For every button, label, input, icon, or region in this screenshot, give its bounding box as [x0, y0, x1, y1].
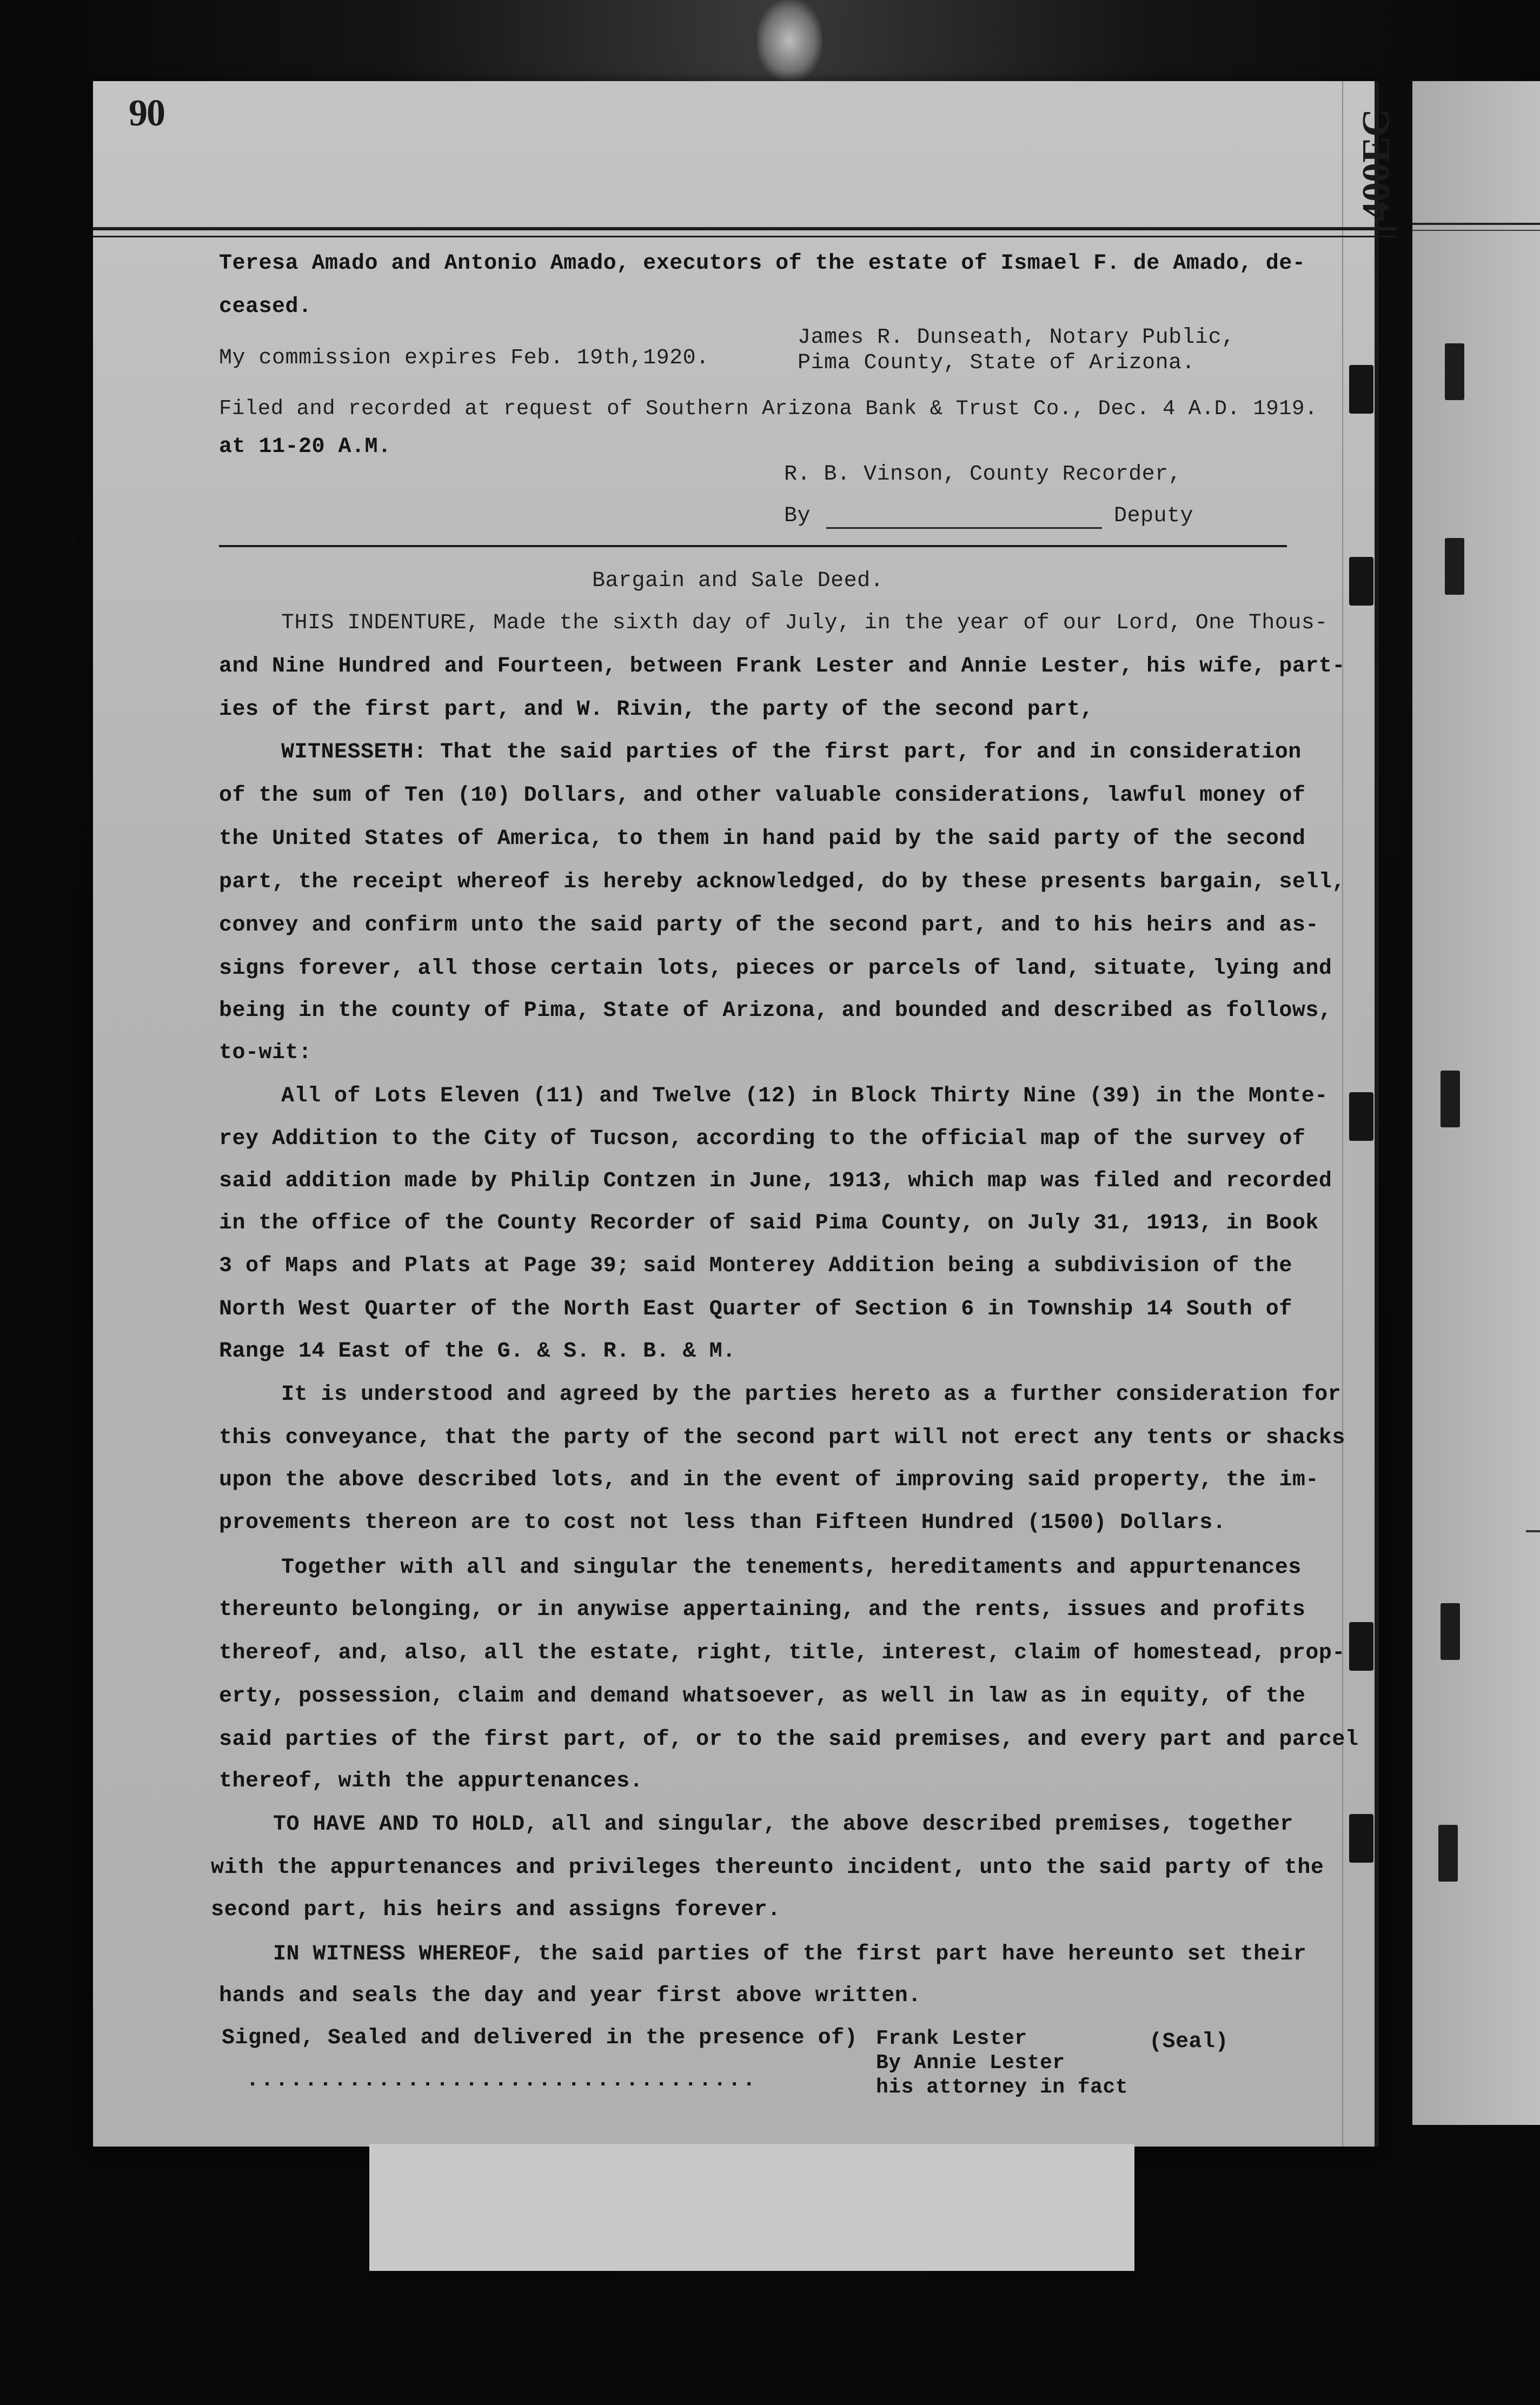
header-rule [93, 227, 1396, 230]
deed-line: WITNESSETH: That the said parties of the first part, for and in consideration [281, 740, 1302, 765]
deed-title: Bargain and Sale Deed. [592, 569, 884, 593]
testimonium-line: hands and seals the day and year first above written. [219, 1984, 921, 2008]
deed-line: and Nine Hundred and Fourteen, between Frank Lester and Annie Lester, his wife, part- [219, 654, 1345, 679]
deed-line: ies of the first part, and W. Rivin, the party of the second part, [219, 697, 1094, 722]
testimonium-line: IN WITNESS WHEREOF, the said parties of the first part have hereunto set their [273, 1942, 1307, 1966]
binding-hole-mark [1349, 365, 1373, 414]
appurtenances-line: erty, possession, claim and demand whatsoever, as well in law as in equity, of the [219, 1684, 1306, 1709]
binding-hole-mark [1349, 1814, 1373, 1863]
prior-record-line: ceased. [219, 295, 312, 319]
deed-record-page [93, 81, 1375, 2147]
legal-description-line: All of Lots Eleven (11) and Twelve (12) in Block Thirty Nine (39) in the Monte- [281, 1084, 1328, 1108]
appurtenances-line: said parties of the first part, of, or to the said premises, and every part and parcel [219, 1728, 1359, 1752]
adjacent-page-rule [1412, 223, 1540, 225]
notary-county: Pima County, State of Arizona. [798, 351, 1196, 375]
margin-line [1342, 81, 1343, 2147]
prior-record-line: Teresa Amado and Antonio Amado, executors of the estate of Ismael F. de Amado, de- [219, 251, 1306, 276]
appurtenances-line: Together with all and singular the tenements, hereditaments and appurtenances [281, 1556, 1302, 1580]
seal-label: (Seal) [1149, 2030, 1229, 2054]
binding-edge-line [1375, 81, 1379, 2147]
legal-description-line: rey Addition to the City of Tucson, according to the official map of the survey of [219, 1127, 1306, 1151]
covenant-line: upon the above described lots, and in the event of improving said property, the im- [219, 1468, 1319, 1492]
legal-description-line: 3 of Maps and Plats at Page 39; said Monterey Addition being a subdivision of the [219, 1254, 1292, 1278]
habendum-line: with the appurtenances and privileges thereunto incident, unto the said party of the [211, 1856, 1324, 1880]
legal-description-line: in the office of the County Recorder of said Pima County, on July 31, 1913, in Book [219, 1211, 1319, 1235]
county-recorder: R. B. Vinson, County Recorder, [784, 462, 1182, 487]
commission-expiry: My commission expires Feb. 19th,1920. [219, 346, 709, 370]
appurtenances-line: thereof, with the appurtenances. [219, 1769, 643, 1793]
appurtenances-line: thereof, and, also, all the estate, right, title, interest, claim of homestead, prop- [219, 1641, 1345, 1665]
page-bottom-tab [369, 2144, 1134, 2271]
deed-line: to-wit: [219, 1041, 312, 1065]
filed-recorded-time: at 11-20 A.M. [219, 435, 391, 459]
deputy-signature-line [826, 527, 1102, 529]
page-number: 90 [129, 92, 164, 134]
deed-line: the United States of America, to them in hand paid by the said party of the second [219, 827, 1306, 851]
covenant-line: this conveyance, that the party of the second part will not erect any tents or shacks [219, 1426, 1345, 1450]
film-notch [757, 0, 822, 81]
signer-name: Frank Lester [876, 2027, 1027, 2050]
habendum-line: TO HAVE AND TO HOLD, all and singular, the above described premises, together [273, 1812, 1293, 1837]
signed-sealed-line: Signed, Sealed and delivered in the presence of) [222, 2026, 858, 2050]
deed-line: of the sum of Ten (10) Dollars, and other valuable considerations, lawful money of [219, 783, 1306, 808]
deed-line: THIS INDENTURE, Made the sixth day of July, in the year of our Lord, One Thous- [281, 611, 1328, 635]
covenant-line: It is understood and agreed by the parties hereto as a further consideration for [281, 1383, 1342, 1407]
signer-by: By Annie Lester [876, 2051, 1065, 2075]
covenant-line: provements thereon are to cost not less than Fifteen Hundred (1500) Dollars. [219, 1511, 1226, 1535]
witness-dots: ................................... [246, 2068, 758, 2092]
by-label: By [784, 504, 811, 528]
legal-description-line: North West Quarter of the North East Quarter of Section 6 in Township 14 South of [219, 1297, 1292, 1321]
deed-line: signs forever, all those certain lots, pieces or parcels of land, situate, lying and [219, 956, 1332, 981]
binding-hole-mark [1438, 1825, 1458, 1882]
binding-hole-mark [1445, 538, 1464, 595]
binding-hole-mark [1349, 1092, 1373, 1141]
deputy-label: Deputy [1114, 504, 1194, 528]
header-rule [93, 236, 1396, 237]
binding-hole-mark [1441, 1603, 1460, 1660]
binding-hole-mark [1349, 557, 1373, 606]
notary-name: James R. Dunseath, Notary Public, [798, 325, 1235, 350]
deed-line: being in the county of Pima, State of Arizona, and bounded and described as follows, [219, 999, 1332, 1023]
habendum-line: second part, his heirs and assigns forever. [211, 1898, 781, 1922]
binding-hole-mark [1445, 343, 1464, 400]
section-divider-rule [219, 545, 1287, 547]
adjacent-page-strip [1412, 81, 1540, 2125]
filed-recorded-line: Filed and recorded at request of Southern Arizona Bank & Trust Co., Dec. 4 A.D. 1919. [219, 397, 1318, 421]
signer-capacity: his attorney in fact [876, 2076, 1129, 2099]
binding-hole-mark [1441, 1071, 1460, 1127]
legal-description-line: said addition made by Philip Contzen in June, 1913, which map was filed and recorded [219, 1169, 1332, 1193]
adjacent-page-rule [1412, 230, 1540, 231]
side-stamp: 400EC [1354, 108, 1398, 222]
deed-line: convey and confirm unto the said party of the second part, and to his heirs and as- [219, 913, 1319, 938]
adjacent-page-rule [1526, 1530, 1540, 1532]
appurtenances-line: thereunto belonging, or in anywise appertaining, and the rents, issues and profits [219, 1598, 1306, 1622]
binding-hole-mark [1349, 1622, 1373, 1671]
legal-description-line: Range 14 East of the G. & S. R. B. & M. [219, 1339, 736, 1364]
deed-line: part, the receipt whereof is hereby acknowledged, do by these presents bargain, sell, [219, 870, 1345, 894]
